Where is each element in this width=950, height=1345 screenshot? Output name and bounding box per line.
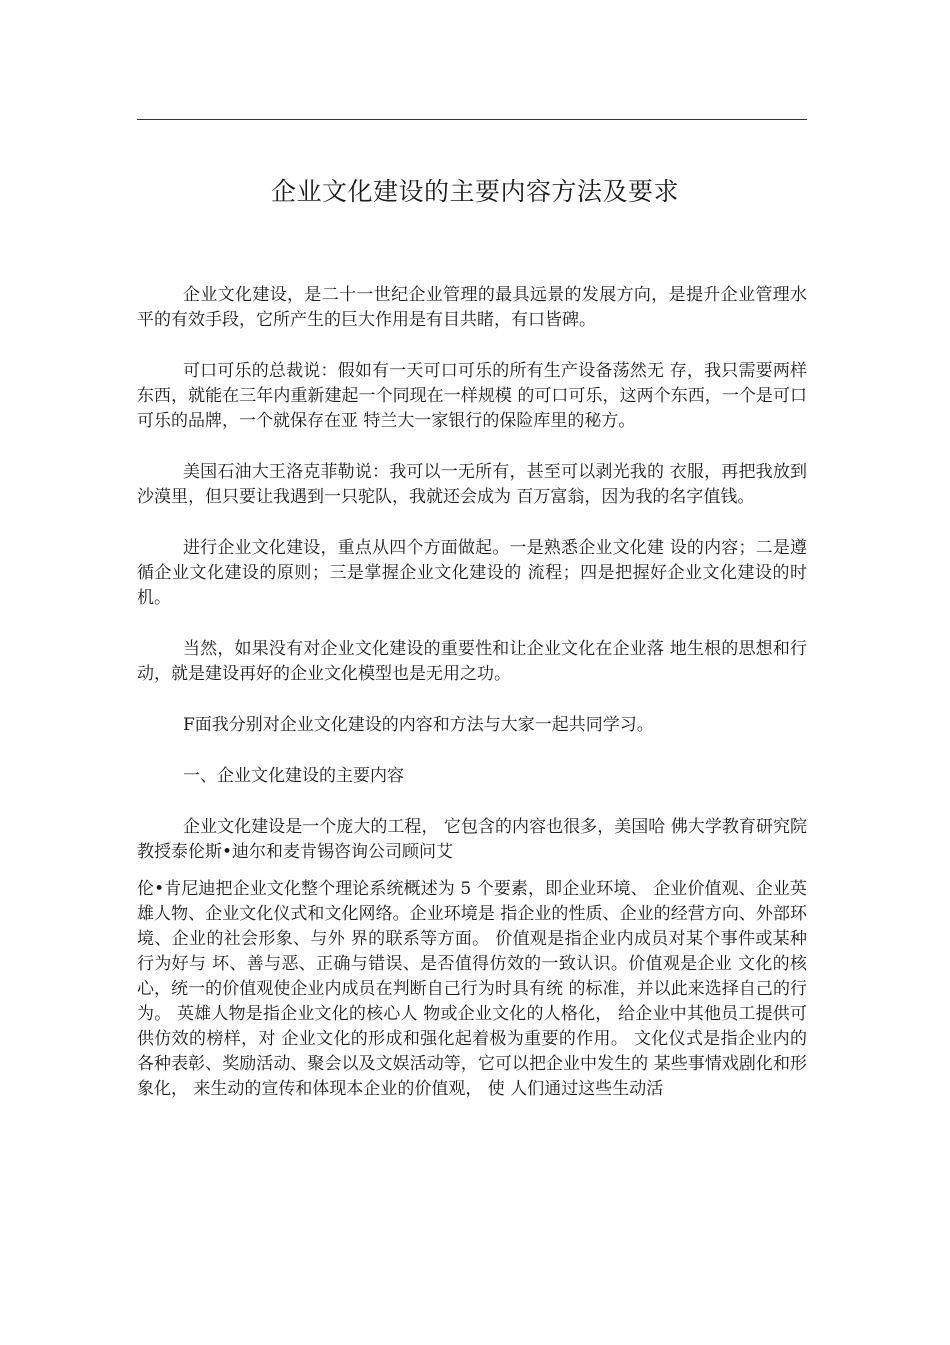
paragraph-four-aspects: 进行企业文化建设，重点从四个方面做起。一是熟悉企业文化建 设的内容；二是遵循企业文化建设的原则；三是掌握企业文化建设的 流程；四是把握好企业文化建设的时机。	[137, 538, 807, 608]
header-rule	[137, 119, 807, 120]
paragraph-rockefeller: 美国石油大王洛克菲勒说：我可以一无所有，甚至可以剥光我的 衣服，再把我放到沙漠里，但只要让我遇到一只驼队，我就还会成为 百万富翁，因为我的名字值钱。	[137, 462, 807, 507]
document-body	[137, 283, 807, 1128]
paragraph-importance: 当然，如果没有对企业文化建设的重要性和让企业文化在企业落 地生根的思想和行动，就是建设再好的企业文化模型也是无用之功。	[137, 639, 807, 684]
document-title: 企业文化建设的主要内容方法及要求	[270, 177, 679, 206]
paragraph-five-elements: 伦•肯尼迪把企业文化整个理论系统概述为 5 个要素，即企业环境、 企业价值观、企业英雄人物、企业文化仪式和文化网络。企业环境是 指企业的性质、企业的经营方向、外部环境、企业的社会形象、与外 界的联系等方面。 价值观是指企业内成员对某个事件或某种行为好与 坏、善与恶、正确与错误、是否值得仿效的一致认识。价值观是企业 文化的核心，统一的价值观使企业内成员在判断自己行为时具有统 的标准，并以此来选择自己的行为。 英雄人物是指企业文化的核心人 物或企业文化的人格化， 给企业中其他员工提供可供仿效的榜样，对 企业文化的形成和强化起着极为重要的作用。 文化仪式是指企业内的 各种表彰、奖励活动、聚会以及文娱活动等，它可以把企业中发生的 某些事情戏剧化和形象化， 来生动的宣传和体现本企业的价值观， 使 人们通过这些生动活	[137, 879, 807, 1099]
paragraph-transition: F面我分别对企业文化建设的内容和方法与大家一起共同学习。	[183, 715, 654, 735]
paragraph-coca-cola: 可口可乐的总裁说：假如有一天可口可乐的所有生产设备荡然无 存，我只需要两样东西，就能在三年内重新建起一个同现在一样规模 的可口可乐，这两个东西，一个是可口可乐的品牌，一个就保存在亚 特兰大一家银行的保险库里的秘方。	[137, 361, 807, 431]
paragraph-intro: 企业文化建设，是二十一世纪企业管理的最具远景的发展方向，是提升企业管理水平的有效手段，它所产生的巨大作用是有目共睹，有口皆碑。	[137, 285, 807, 330]
paragraph-culture-project: 企业文化建设是一个庞大的工程， 它包含的内容也很多，美国哈 佛大学教育研究院教授泰伦斯•迪尔和麦肯锡咨询公司顾问艾	[137, 817, 807, 862]
section-heading-main-content: 一、企业文化建设的主要内容	[183, 766, 404, 786]
